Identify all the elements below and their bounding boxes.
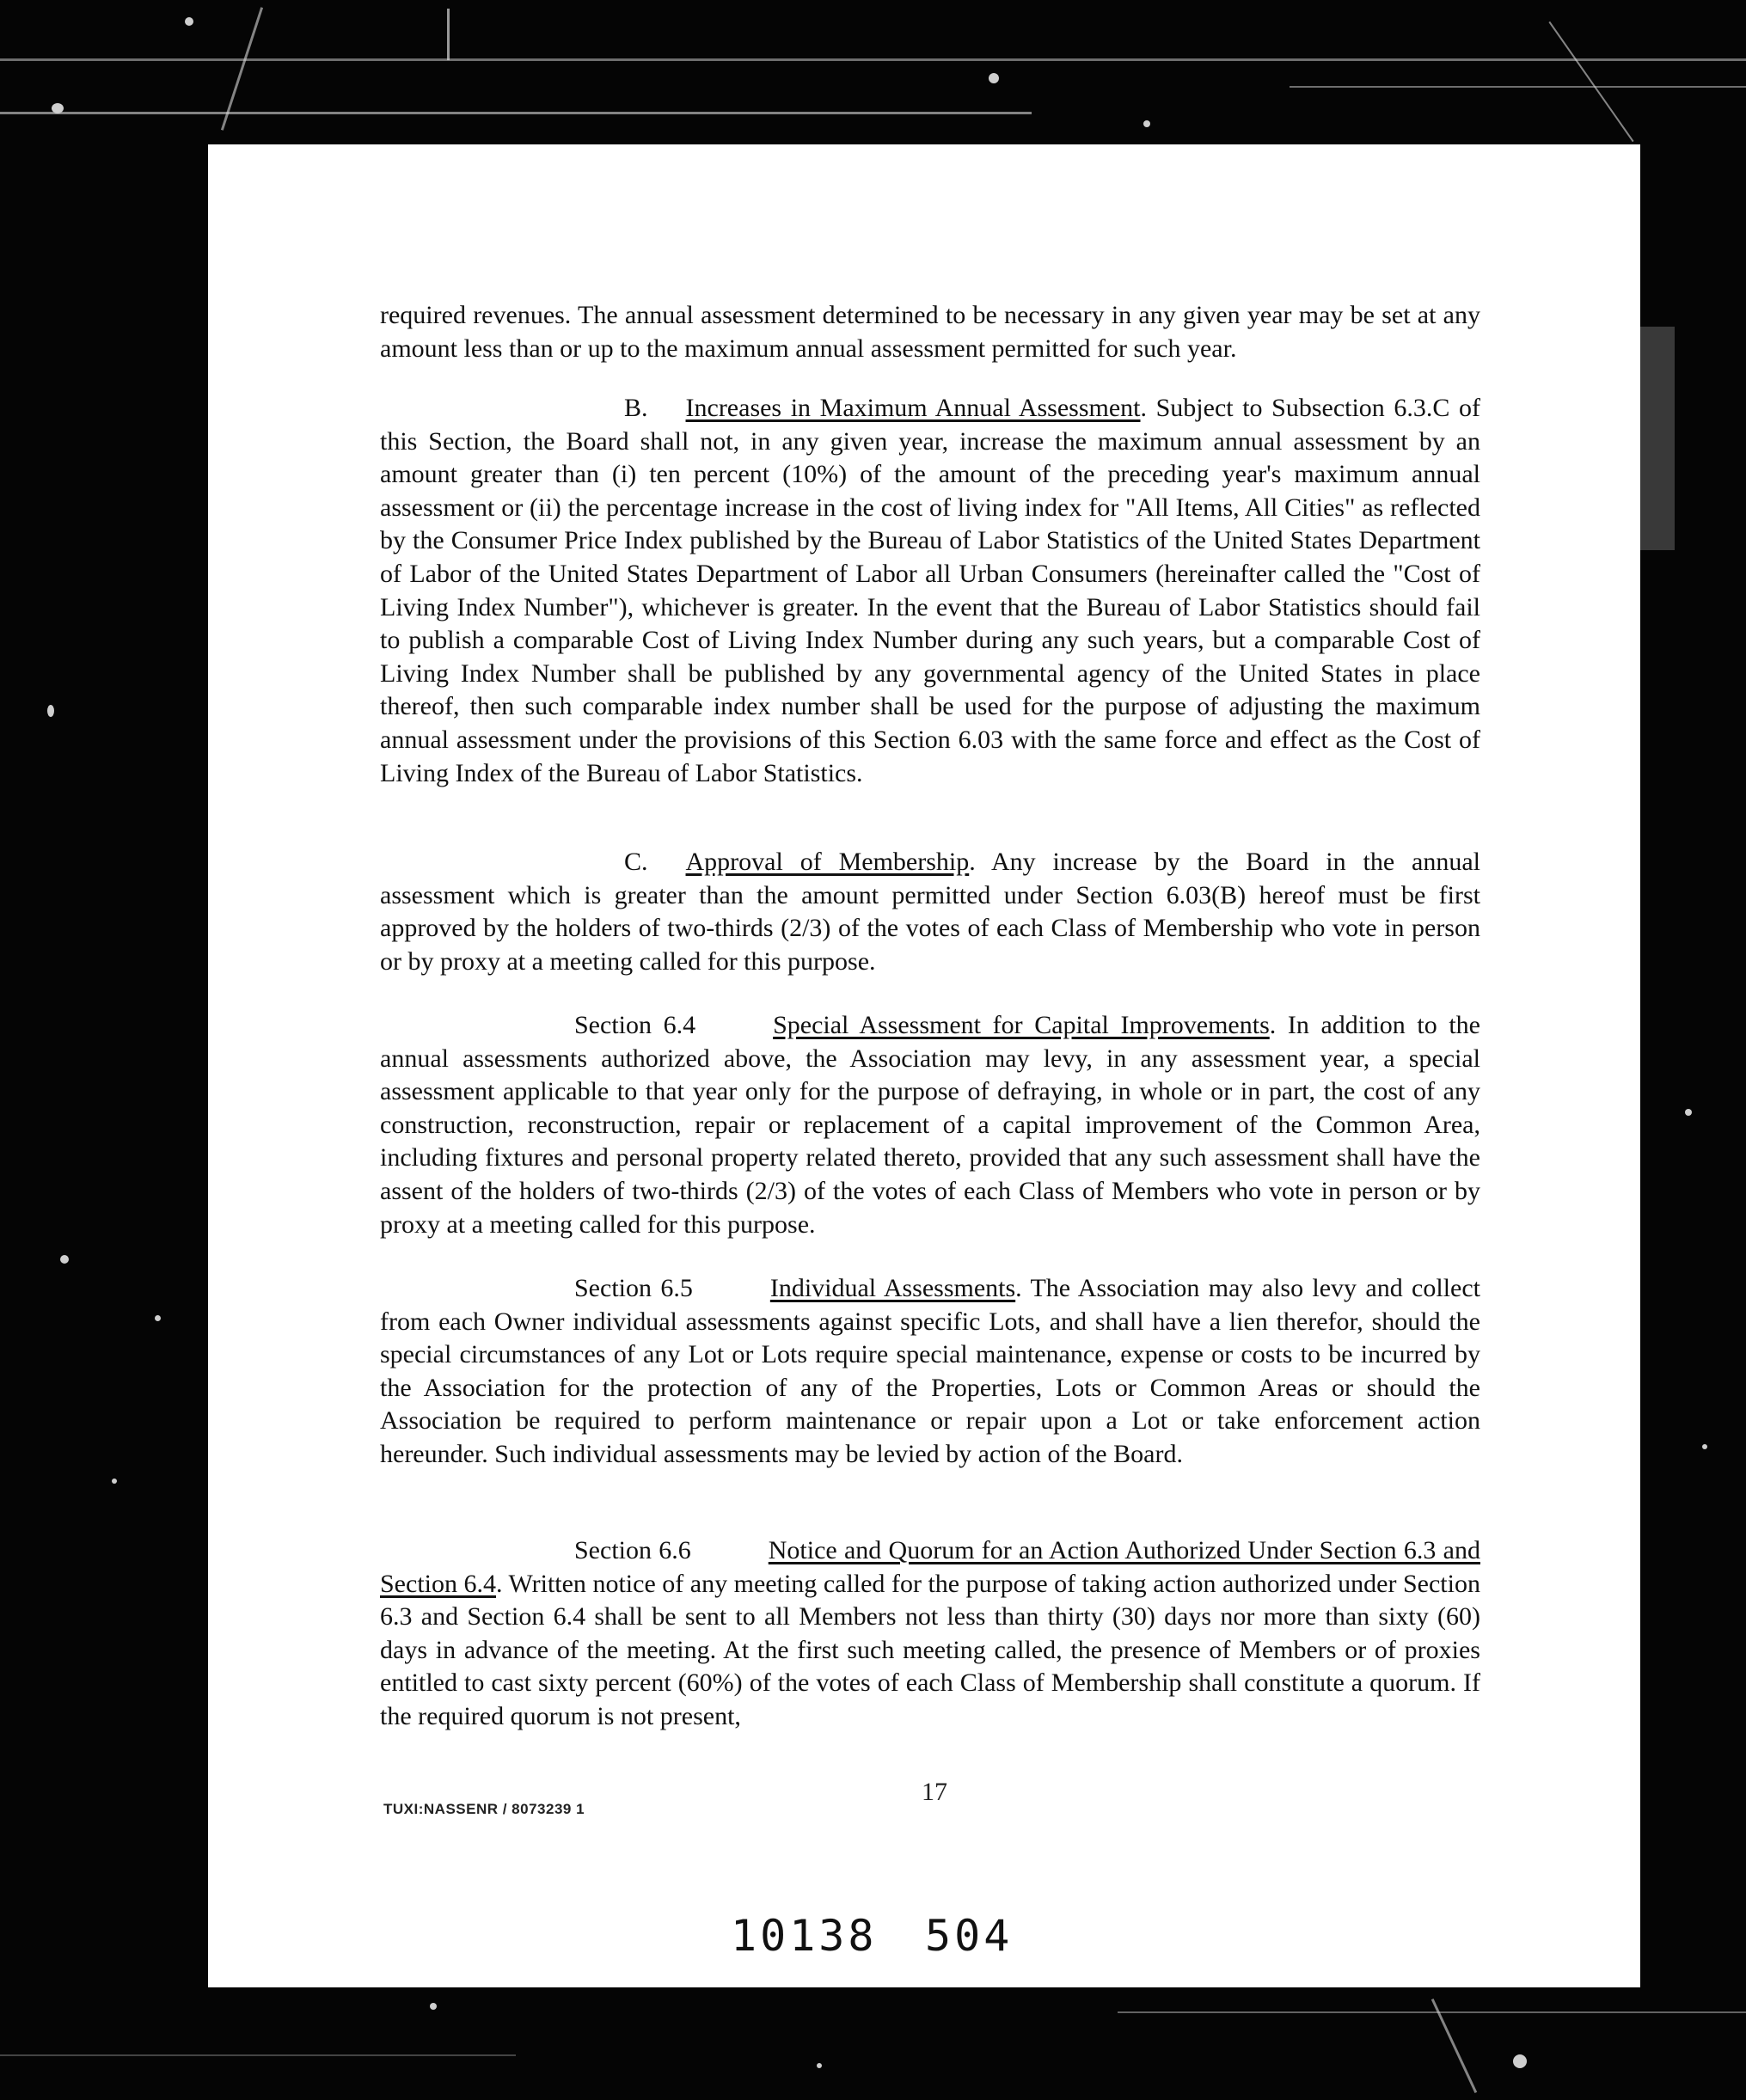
section-6-4-heading: Special Assessment for Capital Improvements <box>773 1011 1270 1039</box>
scan-speck <box>1513 2054 1527 2068</box>
section-6-6-body: . Written notice of any meeting called for the purpose of taking action authorized under Section 6.3 and Section 6.4 shall be sent to all Members not less than thirty (30) days nor more than sixty (60) days in advance of the meeting. At the first such meeting called, the presence of Members or of proxies entitled to cast sixty percent (60%) of the votes of each Class of Membership shall constitute a quorum. If the required quorum is not present, <box>380 1569 1480 1730</box>
scan-speck <box>112 1479 117 1484</box>
scan-scratch <box>1118 2011 1746 2013</box>
scan-speck <box>1685 1109 1692 1116</box>
paragraph-intro-text: required revenues. The annual assessment determined to be necessary in any given year may be set at any amount less than or up to the maximum annual assessment permitted for such year. <box>380 301 1480 363</box>
scan-speck <box>989 73 999 83</box>
section-6-6-heading: Notice and Quorum for an Action Authorized Under Section 6.3 and Section 6.4 <box>380 1536 1480 1598</box>
footer-page-number: 17 <box>922 1778 947 1806</box>
scan-speck <box>1143 120 1150 127</box>
subsection-c-body: . Any increase by the Board in the annual assessment which is greater than the amount permitted under Section 6.03(B) hereof must be first approved by the holders of two-thirds (2/3) of the votes of each Class of Membership who vote in person or by proxy at a meeting called for this purpose. <box>380 848 1480 976</box>
section-6-4 <box>380 1009 1480 1241</box>
scan-scratch <box>1290 86 1746 88</box>
section-6-5-body: . The Association may also levy and collect from each Owner individual assessments against specific Lots, and shall have a lien therefor, should the special circumstances of any Lot or Lots require special maintenance, expense or costs to be incurred by the Association for the protection of any of the Properties, Lots or Common Areas or should the Association be required to perform maintenance or repair upon a Lot or take enforcement action hereunder. Such individual assessments may be levied by action of the Board. <box>380 1274 1480 1468</box>
scan-speck <box>1702 1444 1707 1449</box>
scan-speck <box>60 1255 69 1264</box>
subsection-b-body: . Subject to Subsection 6.3.C of this Section, the Board shall not, in any given year, increase the maximum annual assessment by an amount greater than (i) ten percent (10%) of the amount of the preceding year's maximum annual assessment or (ii) the percentage increase in the cost of living index for "All Items, All Cities" as reflected by the Consumer Price Index published by the Bureau of Labor Statistics of the United States Department of Labor of the United States Department of Labor all Urban Consumers (hereinafter called the "Cost of Living Index Number"), whichever is greater. In the event that the Bureau of Labor Statistics should fail to publish a comparable Cost of Living Index Number during any such years, but a comparable Cost of Living Index Number shall be published by any governmental agency of the United States in place thereof, then such comparable index number shall be used for the purpose of adjusting the maximum annual assessment under the provisions of this Section 6.03 with the same force and effect as the Cost of Living Index of the Bureau of Labor Statistics. <box>380 394 1480 787</box>
section-6-4-body: . In addition to the annual assessments authorized above, the Association may levy, in any assessment year, a special assessment applicable to that year only for the purpose of defraying, in whole or in part, the cost of any construction, reconstruction, repair or replacement of a capital improvement of the Common Area, including fixtures and personal property related thereto, provided that any such assessment shall have the assent of the holders of two-thirds (2/3) of the votes of each Class of Members who vote in person or by proxy at a meeting called for this purpose. <box>380 1011 1480 1239</box>
section-6-5-number: Section 6.5 <box>574 1274 693 1302</box>
scan-speck <box>155 1315 161 1321</box>
paragraph-intro <box>380 299 1480 365</box>
subsection-b-heading: Increases in Maximum Annual Assessment <box>685 394 1141 422</box>
recording-stamp-page: 504 <box>925 1911 1014 1961</box>
section-6-4-number: Section 6.4 <box>574 1011 696 1039</box>
scan-speck <box>47 705 54 717</box>
section-6-6-number: Section 6.6 <box>574 1536 691 1564</box>
section-6-6 <box>380 1534 1480 1734</box>
section-6-5-heading: Individual Assessments <box>769 1274 1016 1302</box>
subsection-b-label: B. <box>624 394 648 422</box>
subsection-c <box>380 846 1480 978</box>
subsection-c-label: C. <box>624 848 648 876</box>
scan-scratch <box>0 58 1746 61</box>
scan-speck <box>817 2063 822 2068</box>
scan-speck <box>52 103 64 113</box>
scan-speck <box>185 17 193 26</box>
section-6-5 <box>380 1272 1480 1472</box>
recording-stamp-book: 10138 <box>731 1911 878 1961</box>
scan-scratch <box>0 112 1032 114</box>
scan-scratch <box>1548 21 1633 142</box>
footer-document-id: TUXI:NASSENR / 8073239 1 <box>383 1801 585 1817</box>
scan-scratch <box>1640 327 1675 550</box>
scan-scratch <box>447 9 450 60</box>
scan-speck <box>430 2003 437 2010</box>
subsection-c-heading: Approval of Membership <box>685 848 970 876</box>
document-page <box>208 144 1640 1987</box>
scan-scratch <box>0 2054 516 2056</box>
subsection-b <box>380 392 1480 790</box>
